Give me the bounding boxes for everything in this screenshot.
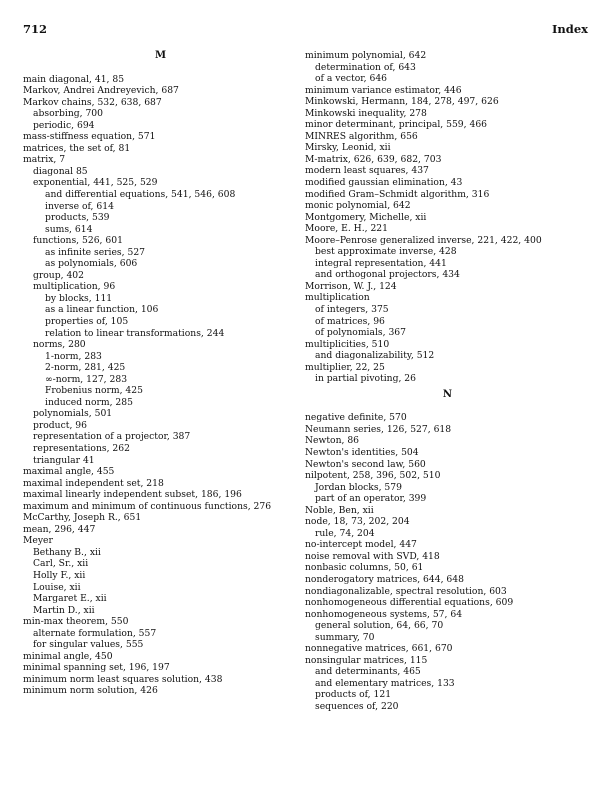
index-entry: Newton, 86 — [305, 435, 360, 447]
index-subentry: Carl, Sr., xii — [33, 558, 89, 570]
index-entry: mass-stiffness equation, 571 — [23, 131, 156, 143]
index-subentry: of polynomials, 367 — [315, 327, 407, 339]
index-subentry: by blocks, 111 — [45, 292, 113, 304]
index-subentry: of integers, 375 — [315, 304, 389, 316]
index-entry: nonsingular matrices, 115 — [305, 654, 428, 666]
index-subentry: Louise, xii — [33, 581, 81, 593]
index-subentry: summary, 70 — [315, 631, 375, 643]
index-subentry: of matrices, 96 — [315, 315, 385, 327]
index-subentry: periodic, 694 — [33, 119, 95, 131]
index-list-m-continued — [305, 50, 590, 385]
index-list-m — [23, 74, 298, 698]
index-subentry: functions, 526, 601 — [33, 235, 123, 247]
index-entry: modern least squares, 437 — [305, 165, 429, 177]
index-entry: main diagonal, 41, 85 — [23, 73, 125, 85]
index-subentry: Bethany B., xii — [33, 546, 101, 558]
index-subentry: sums, 614 — [45, 223, 93, 235]
page-number: 712 — [23, 22, 48, 36]
index-subentry: representation of a projector, 387 — [33, 431, 191, 443]
index-entry: minimum norm least squares solution, 438 — [23, 673, 223, 685]
index-entry: Meyer — [23, 535, 53, 547]
index-entry: modified Gram–Schmidt algorithm, 316 — [305, 188, 490, 200]
index-subentry: as infinite series, 527 — [45, 246, 146, 258]
index-subentry: representations, 262 — [33, 443, 130, 454]
index-entry: negative definite, 570 — [305, 412, 407, 424]
index-entry: nonhomogeneous differential equations, 609 — [305, 597, 514, 609]
index-subentry: absorbing, 700 — [33, 108, 103, 120]
index-entry: maximal independent set, 218 — [23, 477, 164, 489]
index-entry: nonhomogeneous systems, 57, 64 — [305, 608, 463, 620]
index-subentry: Holly F., xii — [33, 570, 86, 582]
index-subentry: and differential equations, 541, 546, 608 — [45, 188, 236, 200]
index-entry: modified gaussian elimination, 43 — [305, 177, 463, 189]
index-entry: Minkowski inequality, 278 — [305, 107, 427, 119]
index-subentry: properties of, 105 — [45, 315, 129, 327]
index-subentry: group, 402 — [33, 269, 84, 281]
index-subentry: norms, 280 — [33, 339, 86, 351]
index-subentry: general solution, 64, 66, 70 — [315, 620, 444, 632]
index-subentry: products, 539 — [45, 212, 110, 224]
index-entry: minimum variance estimator, 446 — [305, 84, 462, 96]
index-entry: matrices, the set of, 81 — [23, 142, 131, 154]
index-subentry: 1-norm, 283 — [45, 350, 102, 362]
index-subentry: in partial pivoting, 26 — [315, 373, 416, 385]
index-entry: minor determinant, principal, 559, 466 — [305, 119, 488, 131]
index-subentry: relation to linear transformations, 244 — [45, 327, 225, 339]
index-entry: Montgomery, Michelle, xii — [305, 211, 427, 223]
index-entry: Newton's identities, 504 — [305, 447, 419, 458]
index-entry: multiplication — [305, 292, 370, 304]
index-entry: node, 18, 73, 202, 204 — [305, 516, 410, 528]
index-entry: Markov chains, 532, 638, 687 — [23, 96, 162, 108]
index-subentry: polynomials, 501 — [33, 408, 113, 420]
index-subentry: 2-norm, 281, 425 — [45, 362, 126, 374]
section-heading-n: N — [442, 388, 453, 400]
index-entry: nonbasic columns, 50, 61 — [305, 562, 424, 574]
index-subentry: part of an operator, 399 — [315, 493, 427, 505]
index-entry: Neumann series, 126, 527, 618 — [305, 423, 452, 435]
index-subentry: sequences of, 220 — [315, 701, 399, 713]
index-subentry: Jordan blocks, 579 — [315, 481, 402, 493]
index-entry: nonderogatory matrices, 644, 648 — [305, 574, 464, 586]
index-subentry: product, 96 — [33, 419, 87, 431]
index-subentry: alternate formulation, 557 — [33, 627, 157, 639]
index-entry: nilpotent, 258, 396, 502, 510 — [305, 470, 441, 482]
index-subentry: and elementary matrices, 133 — [315, 677, 455, 689]
index-entry: noise removal with SVD, 418 — [305, 550, 440, 562]
index-subentry: exponential, 441, 525, 529 — [33, 177, 158, 189]
index-entry: Mirsky, Leonid, xii — [305, 142, 391, 154]
index-entry: maximum and minimum of continuous functions, 276 — [23, 500, 272, 512]
index-subentry: multiplication, 96 — [33, 281, 116, 293]
section-gap — [23, 62, 298, 74]
index-entry: minimum polynomial, 642 — [305, 50, 427, 61]
index-entry: Minkowski, Hermann, 184, 278, 497, 626 — [305, 96, 499, 108]
index-subentry: as a linear function, 106 — [45, 304, 159, 316]
index-entry: Moore, E. H., 221 — [305, 223, 388, 235]
index-entry: monic polynomial, 642 — [305, 200, 411, 212]
page-header — [23, 22, 588, 38]
index-entry: Markov, Andrei Andreyevich, 687 — [23, 85, 179, 97]
index-subentry: as polynomials, 606 — [45, 258, 138, 270]
index-entry: M-matrix, 626, 639, 682, 703 — [305, 153, 442, 165]
index-entry: mean, 296, 447 — [23, 523, 96, 535]
index-entry: Newton's second law, 560 — [305, 458, 426, 470]
index-entry: multiplicities, 510 — [305, 338, 390, 350]
index-entry: minimal spanning set, 196, 197 — [23, 662, 170, 674]
index-entry: Noble, Ben, xii — [305, 504, 374, 516]
index-subentry: inverse of, 614 — [45, 200, 114, 212]
index-subentry: of a vector, 646 — [315, 73, 388, 85]
index-subentry: and diagonalizability, 512 — [315, 350, 435, 362]
index-entry: maximal linearly independent subset, 186, 196 — [23, 489, 242, 501]
index-subentry: Martin D., xii — [33, 604, 95, 616]
index-entry: no-intercept model, 447 — [305, 539, 417, 551]
index-column-left — [23, 50, 298, 697]
index-subentry: ∞-norm, 127, 283 — [45, 373, 128, 385]
index-subentry: and determinants, 465 — [315, 666, 421, 678]
index-entry: McCarthy, Joseph R., 651 — [23, 512, 142, 524]
index-entry: nondiagonalizable, spectral resolution, 603 — [305, 585, 507, 597]
index-entry: multiplier, 22, 25 — [305, 361, 385, 373]
index-entry: MINRES algorithm, 656 — [305, 130, 418, 142]
index-entry: minimal angle, 450 — [23, 650, 113, 662]
index-subentry: determination of, 643 — [315, 61, 416, 73]
index-subentry: for singular values, 555 — [33, 639, 144, 651]
index-entry: Morrison, W. J., 124 — [305, 280, 397, 292]
index-column-right — [305, 50, 590, 713]
index-entry: maximal angle, 455 — [23, 466, 115, 478]
index-subentry: induced norm, 285 — [45, 396, 133, 408]
running-title: Index — [552, 22, 588, 36]
index-subentry: Margaret E., xii — [33, 593, 107, 605]
index-subentry: integral representation, 441 — [315, 257, 447, 269]
index-subentry: diagonal 85 — [33, 165, 88, 177]
index-subentry: and orthogonal projectors, 434 — [315, 269, 460, 281]
index-subentry: Frobenius norm, 425 — [45, 385, 143, 397]
index-entry: Moore–Penrose generalized inverse, 221, 422, 400 — [305, 234, 542, 246]
index-subentry: triangular 41 — [33, 454, 95, 466]
section-gap — [305, 401, 590, 413]
index-list-n — [305, 412, 590, 712]
index-entry: min-max theorem, 550 — [23, 616, 129, 628]
index-subentry: products of, 121 — [315, 689, 392, 701]
section-heading-m: M — [154, 50, 167, 61]
index-entry: matrix, 7 — [23, 154, 66, 166]
index-entry: nonnegative matrices, 661, 670 — [305, 643, 453, 655]
index-subentry: rule, 74, 204 — [315, 527, 375, 539]
index-entry: minimum norm solution, 426 — [23, 685, 158, 697]
index-subentry: best approximate inverse, 428 — [315, 246, 457, 258]
